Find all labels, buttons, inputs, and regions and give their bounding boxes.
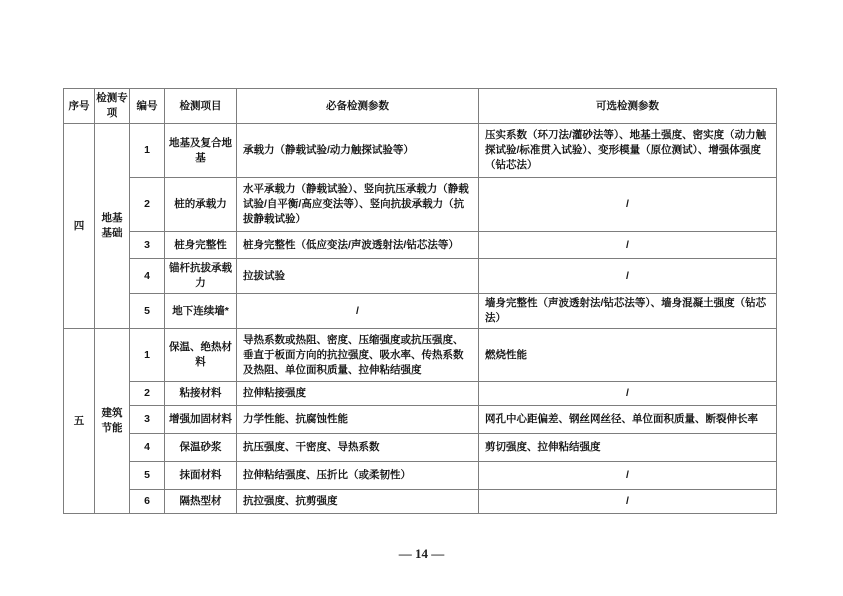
row-item: 抹面材料 [165,462,237,490]
row-no: 3 [130,406,165,434]
row-required-params: 导热系数或热阻、密度、压缩强度或抗压强度、垂直于板面方向的抗拉强度、吸水率、传热系数及热阻、单位面积质量、拉伸粘结强度 [237,329,479,382]
row-no: 1 [130,124,165,178]
row-no: 1 [130,329,165,382]
row-no: 2 [130,178,165,232]
row-optional-params: 墙身完整性（声波透射法/钻芯法等）、墙身混凝土强度（钻芯法） [479,294,777,329]
page-number: — 14 — [398,546,445,561]
table-header-row [64,89,777,124]
row-no: 5 [130,462,165,490]
table-row [64,406,777,434]
table-row [64,434,777,462]
row-item: 粘接材料 [165,382,237,406]
row-item: 保温砂浆 [165,434,237,462]
row-optional-params: 燃烧性能 [479,329,777,382]
row-no: 6 [130,490,165,514]
row-optional-params: / [479,259,777,294]
table-row [64,232,777,259]
row-optional-params: / [479,462,777,490]
row-item: 地下连续墙* [165,294,237,329]
section-seq-label: 四 [64,124,95,329]
col-header-item: 检测项目 [165,89,237,124]
row-item: 地基及复合地基 [165,124,237,178]
col-header-seq: 序号 [64,89,95,124]
row-required-params: 抗压强度、干密度、导热系数 [237,434,479,462]
row-item: 隔热型材 [165,490,237,514]
table-row [64,259,777,294]
table-row [64,294,777,329]
row-optional-params: / [479,232,777,259]
row-required-params: / [237,294,479,329]
table-row [64,490,777,514]
row-no: 4 [130,434,165,462]
row-required-params: 拉伸粘结强度、压折比（或柔韧性） [237,462,479,490]
table-row [64,382,777,406]
row-optional-params: 压实系数（环刀法/灌砂法等）、地基土强度、密实度（动力触探试验/标准贯入试验）、变形模量（原位测试）、增强体强度（钻芯法） [479,124,777,178]
section-specialty-label: 地基基础 [95,124,130,329]
col-header-optional-params: 可选检测参数 [479,89,777,124]
row-item: 保温、绝热材料 [165,329,237,382]
row-optional-params: / [479,490,777,514]
row-required-params: 桩身完整性（低应变法/声波透射法/钻芯法等） [237,232,479,259]
row-required-params: 力学性能、抗腐蚀性能 [237,406,479,434]
section-specialty-label: 建筑节能 [95,329,130,514]
row-no: 4 [130,259,165,294]
row-item: 桩的承载力 [165,178,237,232]
row-no: 3 [130,232,165,259]
row-item: 桩身完整性 [165,232,237,259]
row-required-params: 拉拔试验 [237,259,479,294]
row-no: 2 [130,382,165,406]
table-row [64,329,777,382]
row-required-params: 抗拉强度、抗剪强度 [237,490,479,514]
row-item: 锚杆抗拔承载力 [165,259,237,294]
table-row [64,178,777,232]
row-required-params: 拉伸粘接强度 [237,382,479,406]
table-row [64,462,777,490]
table-row [64,124,777,178]
inspection-parameters-table [63,88,777,514]
row-required-params: 水平承载力（静载试验）、竖向抗压承载力（静载试验/自平衡/高应变法等）、竖向抗拔承载力（抗拔静载试验） [237,178,479,232]
row-optional-params: 网孔中心距偏差、钢丝网丝径、单位面积质量、断裂伸长率 [479,406,777,434]
row-optional-params: 剪切强度、拉伸粘结强度 [479,434,777,462]
row-required-params: 承载力（静载试验/动力触探试验等） [237,124,479,178]
section-seq-label: 五 [64,329,95,514]
row-item: 增强加固材料 [165,406,237,434]
row-no: 5 [130,294,165,329]
row-optional-params: / [479,382,777,406]
col-header-required-params: 必备检测参数 [237,89,479,124]
col-header-specialty: 检测专项 [95,89,130,124]
col-header-no: 编号 [130,89,165,124]
row-optional-params: / [479,178,777,232]
